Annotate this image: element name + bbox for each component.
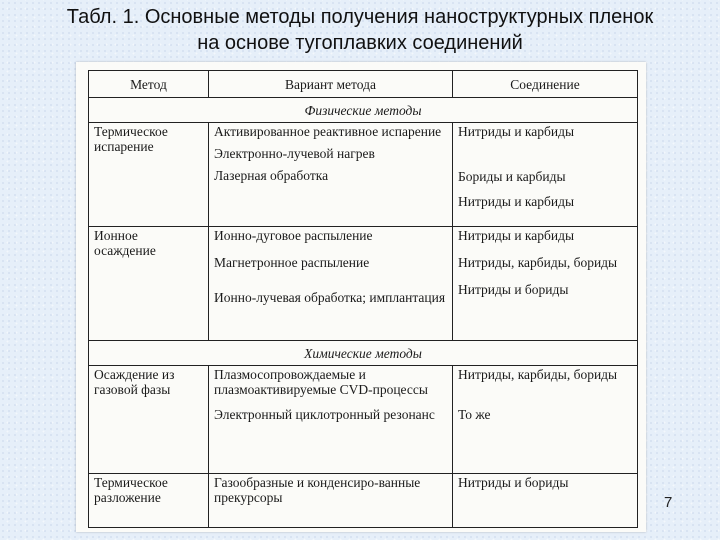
variant-cell xyxy=(209,227,453,341)
compound-item: Нитриды, карбиды, бориды xyxy=(458,255,618,270)
title-line-1: Табл. 1. Основные методы получения наноструктурных пленок xyxy=(66,6,654,28)
compound-item: Нитриды и карбиды xyxy=(458,228,575,243)
method-cell: Термическое разложение xyxy=(89,474,209,528)
variant-cell: Газообразные и конденсиро-ванные прекурсоры xyxy=(209,474,453,528)
table-header-row xyxy=(89,71,638,98)
scanned-table-image xyxy=(76,62,646,532)
section-label: Физические методы xyxy=(89,98,638,123)
compound-item: Нитриды и карбиды xyxy=(458,194,575,209)
section-row-physical xyxy=(89,98,638,123)
title-line-2: на основе тугоплавких соединений xyxy=(197,32,523,54)
variant-item: Электронный циклотронный резонанс xyxy=(214,407,435,422)
variant-cell xyxy=(209,366,453,474)
method-cell: Ионное осаждение xyxy=(89,227,209,341)
compound-item: Нитриды и карбиды xyxy=(458,124,575,139)
page-number: 7 xyxy=(664,494,673,511)
method-cell: Осаждение из газовой фазы xyxy=(89,366,209,474)
table-row xyxy=(89,366,638,474)
variant-item: Ионно-лучевая обработка; имплантация xyxy=(214,290,446,305)
section-row-chemical xyxy=(89,341,638,366)
variant-item: Магнетронное распыление xyxy=(214,255,370,270)
compound-cell xyxy=(453,123,638,227)
variant-item: Лазерная обработка xyxy=(214,168,329,183)
slide-title xyxy=(0,4,720,56)
table-row xyxy=(89,474,638,528)
methods-table xyxy=(88,70,638,528)
header-method: Метод xyxy=(89,71,209,98)
variant-item: Электронно-лучевой нагрев xyxy=(214,146,375,161)
compound-cell xyxy=(453,366,638,474)
method-cell: Термическое испарение xyxy=(89,123,209,227)
section-label: Химические методы xyxy=(89,341,638,366)
compound-item: Нитриды, карбиды, бориды xyxy=(458,367,618,382)
compound-item: Нитриды и бориды xyxy=(458,282,569,297)
compound-cell xyxy=(453,227,638,341)
variant-item: Активированное реактивное испарение xyxy=(214,124,442,139)
header-compound: Соединение xyxy=(453,71,638,98)
variant-item: Ионно-дуговое распыление xyxy=(214,228,373,243)
compound-item: Бориды и карбиды xyxy=(458,169,566,184)
table-row xyxy=(89,123,638,227)
header-variant: Вариант метода xyxy=(209,71,453,98)
variant-item: Плазмосопровождаемые и плазмоактивируемые CVD-процессы xyxy=(214,367,428,397)
compound-item: То же xyxy=(458,407,491,422)
variant-cell xyxy=(209,123,453,227)
compound-cell: Нитриды и бориды xyxy=(453,474,638,528)
table-row xyxy=(89,227,638,341)
